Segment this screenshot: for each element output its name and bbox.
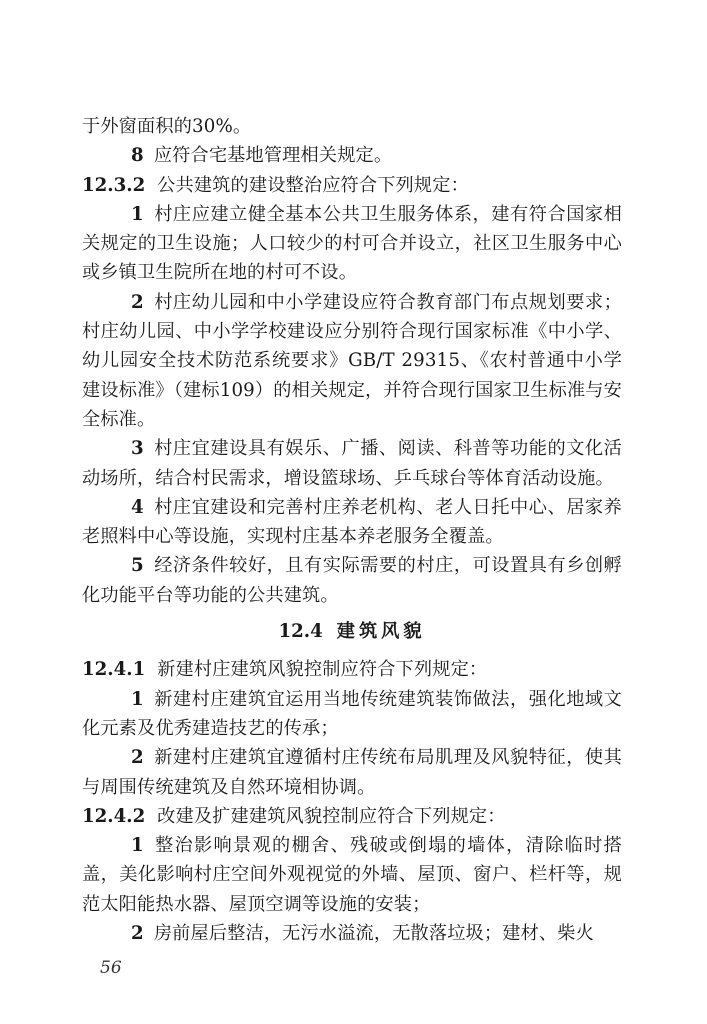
list-item [82,831,622,919]
item-number: 3 [131,438,144,460]
item-number: 5 [131,555,144,577]
item-number: 1 [131,203,144,225]
list-item [82,919,622,948]
item-number: 1 [131,688,144,710]
item-number: 2 [131,291,144,313]
body-text [82,112,622,948]
item-text: 村庄宜建设具有娱乐、广播、阅读、科普等功能的文化活动场所，结合村民需求，增设篮球场、乒乓球台等体育活动设施。 [82,438,622,489]
list-item [82,685,622,744]
item-text: 村庄宜建设和完善村庄养老机构、老人日托中心、居家养老照料中心等设施，实现村庄基本养老服务全覆盖。 [82,496,622,548]
item-text: 经济条件较好，且有实际需要的村庄，可设置具有乡创孵化功能平台等功能的公共建筑。 [82,555,622,606]
item-number: 4 [131,496,144,518]
section-title: 建筑风貌 [336,621,426,643]
item-text: 村庄幼儿园和中小学建设应符合教育部门布点规划要求；村庄幼儿园、中小学学校建设应分别符合现行国家标准《中小学、幼儿园安全技术防范系统要求》GB/T 29315、《农村普通中小学建设标准》（建标109）的相关规定，并符合现行国家卫生标准与安全标准。 [82,291,622,430]
item-number: 8 [131,145,144,167]
item-text: 新建村庄建筑宜运用当地传统建筑装饰做法，强化地域文化元素及优秀建造技艺的传承； [82,688,622,739]
clause-number: 12.3.2 [82,174,146,196]
list-item [82,434,622,493]
page-number: 56 [100,958,122,978]
item-text: 村庄应建立健全基本公共卫生服务体系，建有符合国家相关规定的卫生设施；人口较少的村可合并设立，社区卫生服务中心或乡镇卫生院所在地的村可不设。 [82,203,622,284]
list-item [82,551,622,610]
item-number: 1 [131,835,144,857]
paragraph-continuation [82,112,622,141]
clause-text: 新建村庄建筑风貌控制应符合下列规定： [157,659,488,681]
paragraph-text: 于外窗面积的30%。 [82,116,252,137]
item-number: 2 [131,747,144,769]
item-number: 2 [131,923,144,945]
clause-text: 公共建筑的建设整治应符合下列规定： [157,174,469,196]
list-item [82,288,622,434]
clause [82,802,622,831]
section-heading [82,617,622,646]
list-item [82,493,622,552]
list-item [82,200,622,288]
item-text: 新建村庄建筑宜遵循村庄传统布局肌理及风貌特征，使其与周围传统建筑及自然环境相协调。 [82,747,622,798]
item-text: 房前屋后整洁，无污水溢流，无散落垃圾；建材、柴火 [153,923,594,945]
clause [82,171,622,200]
clause [82,655,622,684]
clause-text: 改建及扩建建筑风貌控制应符合下列规定： [157,805,506,827]
item-text: 整治影响景观的棚舍、残破或倒塌的墙体，清除临时搭盖，美化影响村庄空间外观视觉的外墙、屋顶、窗户、栏杆等，规范太阳能热水器、屋顶空调等设施的安装； [82,835,622,915]
section-number: 12.4 [278,621,323,643]
list-item [82,743,622,802]
clause-number: 12.4.2 [82,805,146,827]
item-text: 应符合宅基地管理相关规定。 [153,145,393,167]
clause-number: 12.4.1 [82,659,146,681]
list-item [82,141,622,170]
